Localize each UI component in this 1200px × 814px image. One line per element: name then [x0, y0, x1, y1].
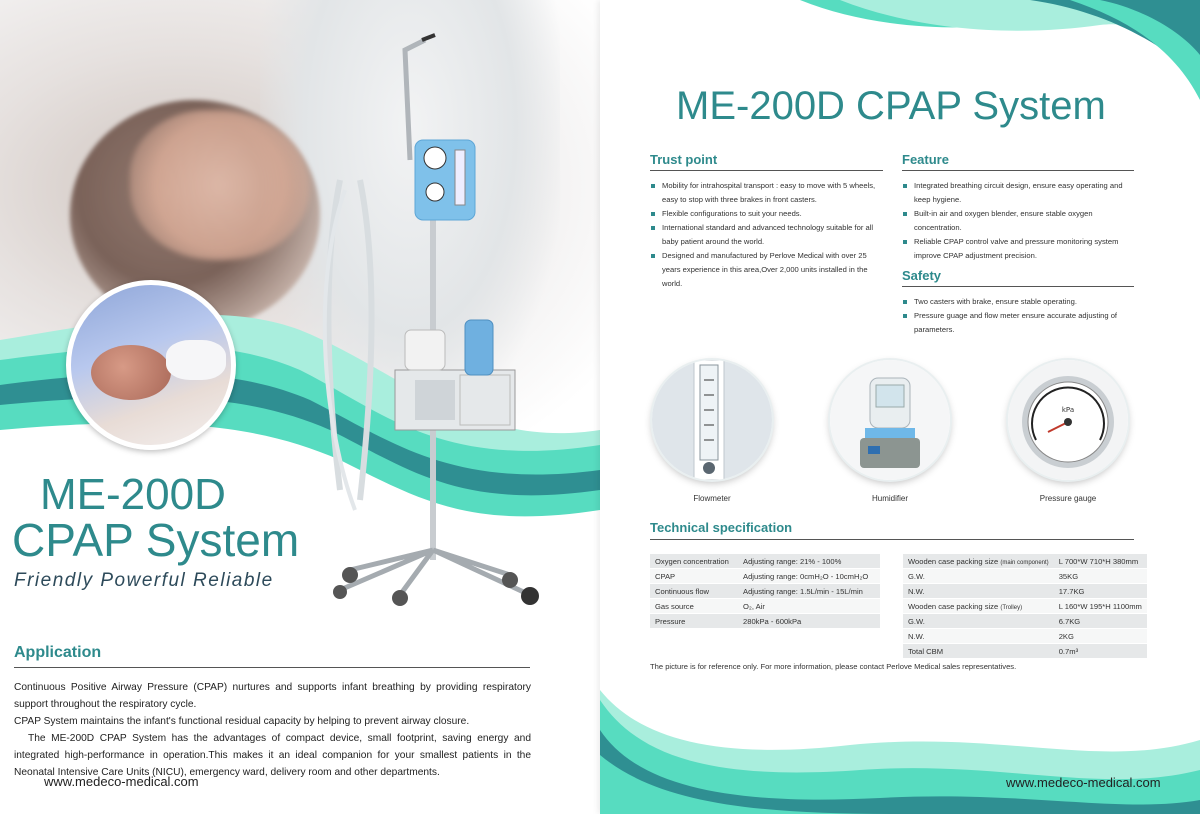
product-tagline: Friendly Powerful Reliable: [14, 570, 274, 591]
humidifier-image: [830, 360, 950, 480]
tech-spec-table-left: [650, 554, 880, 629]
table-row: [903, 614, 1147, 629]
table-row: [650, 599, 880, 614]
spec-value: 2KG: [1054, 629, 1147, 644]
list-item: Designed and manufactured by Perlove Medical with over 25 years experience in this area,Over 2,000 units installed in the world.: [650, 249, 883, 291]
website-link[interactable]: www.medeco-medical.com: [1006, 775, 1161, 790]
svg-text:kPa: kPa: [1061, 406, 1075, 414]
nicu-infant-photo: [66, 280, 236, 450]
pressure-gauge-image: [1008, 360, 1128, 480]
product-title-line2: CPAP System: [12, 514, 300, 566]
spec-name-text: Wooden case packing size: [908, 601, 999, 611]
spec-name: [903, 599, 1054, 614]
website-link[interactable]: www.medeco-medical.com: [44, 774, 199, 789]
list-item: Flexible configurations to suit your needs.: [650, 207, 883, 221]
spec-value: Adjusting range: 0cmH₂O - 10cmH₂O: [738, 569, 880, 584]
safety-heading: Safety: [902, 268, 942, 283]
brochure-right-page: [600, 0, 1200, 814]
application-paragraph: Continuous Positive Airway Pressure (CPAP) nurtures and supports infant breathing by providing respiratory support throughout the respiratory cycle.: [14, 682, 531, 710]
tech-spec-table-right: [903, 554, 1147, 659]
spec-name: N.W.: [903, 584, 1054, 599]
pressure-gauge-caption: Pressure gauge: [1039, 494, 1097, 503]
spec-value: O₂, Air: [738, 599, 880, 614]
cpap-device-image: [300, 30, 560, 610]
trust-point-divider: [650, 170, 883, 171]
spec-note: (main component): [1000, 559, 1049, 566]
feature-heading: Feature: [902, 152, 949, 167]
spec-value: 17.7KG: [1054, 584, 1147, 599]
page-title: ME-200D CPAP System: [676, 84, 1106, 128]
table-row: [903, 644, 1147, 659]
spec-name: CPAP: [650, 569, 738, 584]
application-text: [14, 679, 531, 781]
spec-note: (Trolley): [1000, 604, 1023, 611]
humidifier-caption: Humidifier: [871, 494, 908, 503]
table-row: [650, 614, 880, 629]
spec-value: 280kPa - 600kPa: [738, 614, 880, 629]
table-row: [903, 584, 1147, 599]
spec-name: Total CBM: [903, 644, 1054, 659]
spec-value: 35KG: [1054, 569, 1147, 584]
flowmeter-image: [652, 360, 772, 480]
spec-value: Adjusting range: 1.5L/min - 15L/min: [738, 584, 880, 599]
spec-name: [903, 554, 1054, 569]
spec-value: 0.7m³: [1054, 644, 1147, 659]
table-row: [650, 569, 880, 584]
list-item: Two casters with brake, ensure stable operating.: [902, 295, 1134, 309]
table-row: [903, 554, 1147, 569]
pressure-gauge-icon: [1008, 360, 1128, 480]
spec-name: G.W.: [903, 614, 1054, 629]
feature-divider: [902, 170, 1134, 171]
disclaimer-note: The picture is for reference only. For more information, please contact Perlove Medical sales representatives.: [650, 662, 1017, 671]
list-item: Reliable CPAP control valve and pressure monitoring system improve CPAP adjustment precision.: [902, 235, 1134, 263]
list-item: Built-in air and oxygen blender, ensure stable oxygen concentration.: [902, 207, 1134, 235]
table-row: [650, 584, 880, 599]
spec-value: L 160*W 195*H 1100mm: [1054, 599, 1147, 614]
list-item: International standard and advanced technology suitable for all baby patient around the world.: [650, 221, 883, 249]
flowmeter-icon: [652, 360, 772, 480]
table-row: [650, 554, 880, 569]
application-paragraph: The ME-200D CPAP System has the advantages of compact device, small footprint, saving energy and integrated high-performance in operation.This makes it an ideal companion for your smallest patients in the Neonatal Intensive Care Units (NICU), emergency ward, delivery room and other departments.: [14, 733, 531, 778]
trust-point-list: [650, 179, 883, 291]
tech-spec-divider: [650, 539, 1134, 540]
spec-name: N.W.: [903, 629, 1054, 644]
application-heading: Application: [14, 644, 102, 661]
tech-spec-heading: Technical specification: [650, 520, 793, 535]
list-item: Mobility for intrahospital transport : easy to move with 5 wheels, easy to stop with three brakes in front casters.: [650, 179, 883, 207]
spec-name: G.W.: [903, 569, 1054, 584]
trust-point-heading: Trust point: [650, 152, 718, 167]
spec-name: Continuous flow: [650, 584, 738, 599]
product-title-line1: ME-200D: [40, 470, 226, 519]
humidifier-icon: [830, 360, 950, 480]
list-item: Integrated breathing circuit design, ensure easy operating and keep hygiene.: [902, 179, 1134, 207]
feature-list: [902, 179, 1134, 263]
flowmeter-caption: Flowmeter: [693, 494, 731, 503]
spec-name-text: Wooden case packing size: [908, 556, 999, 566]
table-row: [903, 569, 1147, 584]
safety-divider: [902, 286, 1134, 287]
spec-value: Adjusting range: 21% - 100%: [738, 554, 880, 569]
spec-name: Gas source: [650, 599, 738, 614]
spec-name: Oxygen concentration: [650, 554, 738, 569]
infant-figure: [91, 345, 171, 400]
gloved-hand-figure: [166, 340, 226, 380]
spec-value: 6.7KG: [1054, 614, 1147, 629]
spec-name: Pressure: [650, 614, 738, 629]
spec-value: L 700*W 710*H 380mm: [1054, 554, 1147, 569]
list-item: Pressure guage and flow meter ensure accurate adjusting of parameters.: [902, 309, 1134, 337]
safety-list: [902, 295, 1134, 337]
table-row: [903, 629, 1147, 644]
application-paragraph: CPAP System maintains the infant's functional residual capacity by helping to prevent airway closure.: [14, 716, 470, 727]
application-divider: [14, 667, 530, 668]
table-row: [903, 599, 1147, 614]
